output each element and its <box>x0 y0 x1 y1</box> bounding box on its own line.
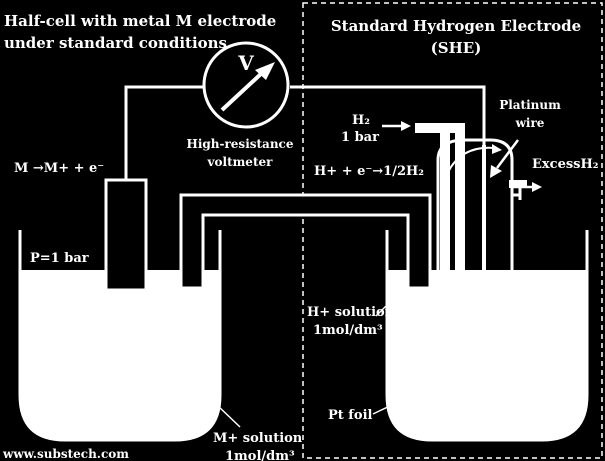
pt-foil-label: Pt foil <box>328 408 373 423</box>
right-title-line1: Standard Hydrogen Electrode <box>330 17 582 35</box>
platinum-label-line1: Platinum <box>499 98 561 112</box>
left-temperature: T=298K <box>30 269 90 284</box>
m-solution-leader <box>217 405 240 427</box>
m-solution-label-line1: M+ solution <box>213 431 303 446</box>
right-solution <box>387 270 587 440</box>
voltmeter-label-line1: High-resistance <box>186 137 294 151</box>
m-solution-label-line2: 1mol/dm³ <box>225 449 295 461</box>
left-pressure: P=1 bar <box>30 251 89 266</box>
website-credit: www.substech.com <box>3 447 129 461</box>
h-solution-label-line1: H+ solution <box>307 305 395 320</box>
left-title-line1: Half-cell with metal M electrode <box>4 12 277 30</box>
h-solution-label-line2: 1mol/dm³ <box>313 323 383 338</box>
h2-gas-label: H₂ <box>352 113 370 128</box>
left-title-line2: under standard conditions <box>4 34 228 52</box>
right-temperature: T=298K <box>519 259 579 274</box>
platinum-wire <box>482 145 486 290</box>
voltmeter <box>204 43 288 127</box>
left-wire <box>126 87 204 180</box>
voltmeter-symbol: V <box>238 51 254 75</box>
left-solution <box>20 270 220 440</box>
excess-h2-label: ExcessH₂ <box>532 157 599 172</box>
voltmeter-label-line2: voltmeter <box>207 155 273 169</box>
metal-half-reaction: M →M+ + e⁻ <box>14 161 105 176</box>
right-title-line2: (SHE) <box>430 39 482 57</box>
metal-electrode <box>106 180 146 290</box>
hydrogen-half-reaction: H+ + e⁻→1/2H₂ <box>314 164 424 179</box>
platinum-label-line2: wire <box>515 116 545 130</box>
h2-pressure-label: 1 bar <box>341 130 379 145</box>
